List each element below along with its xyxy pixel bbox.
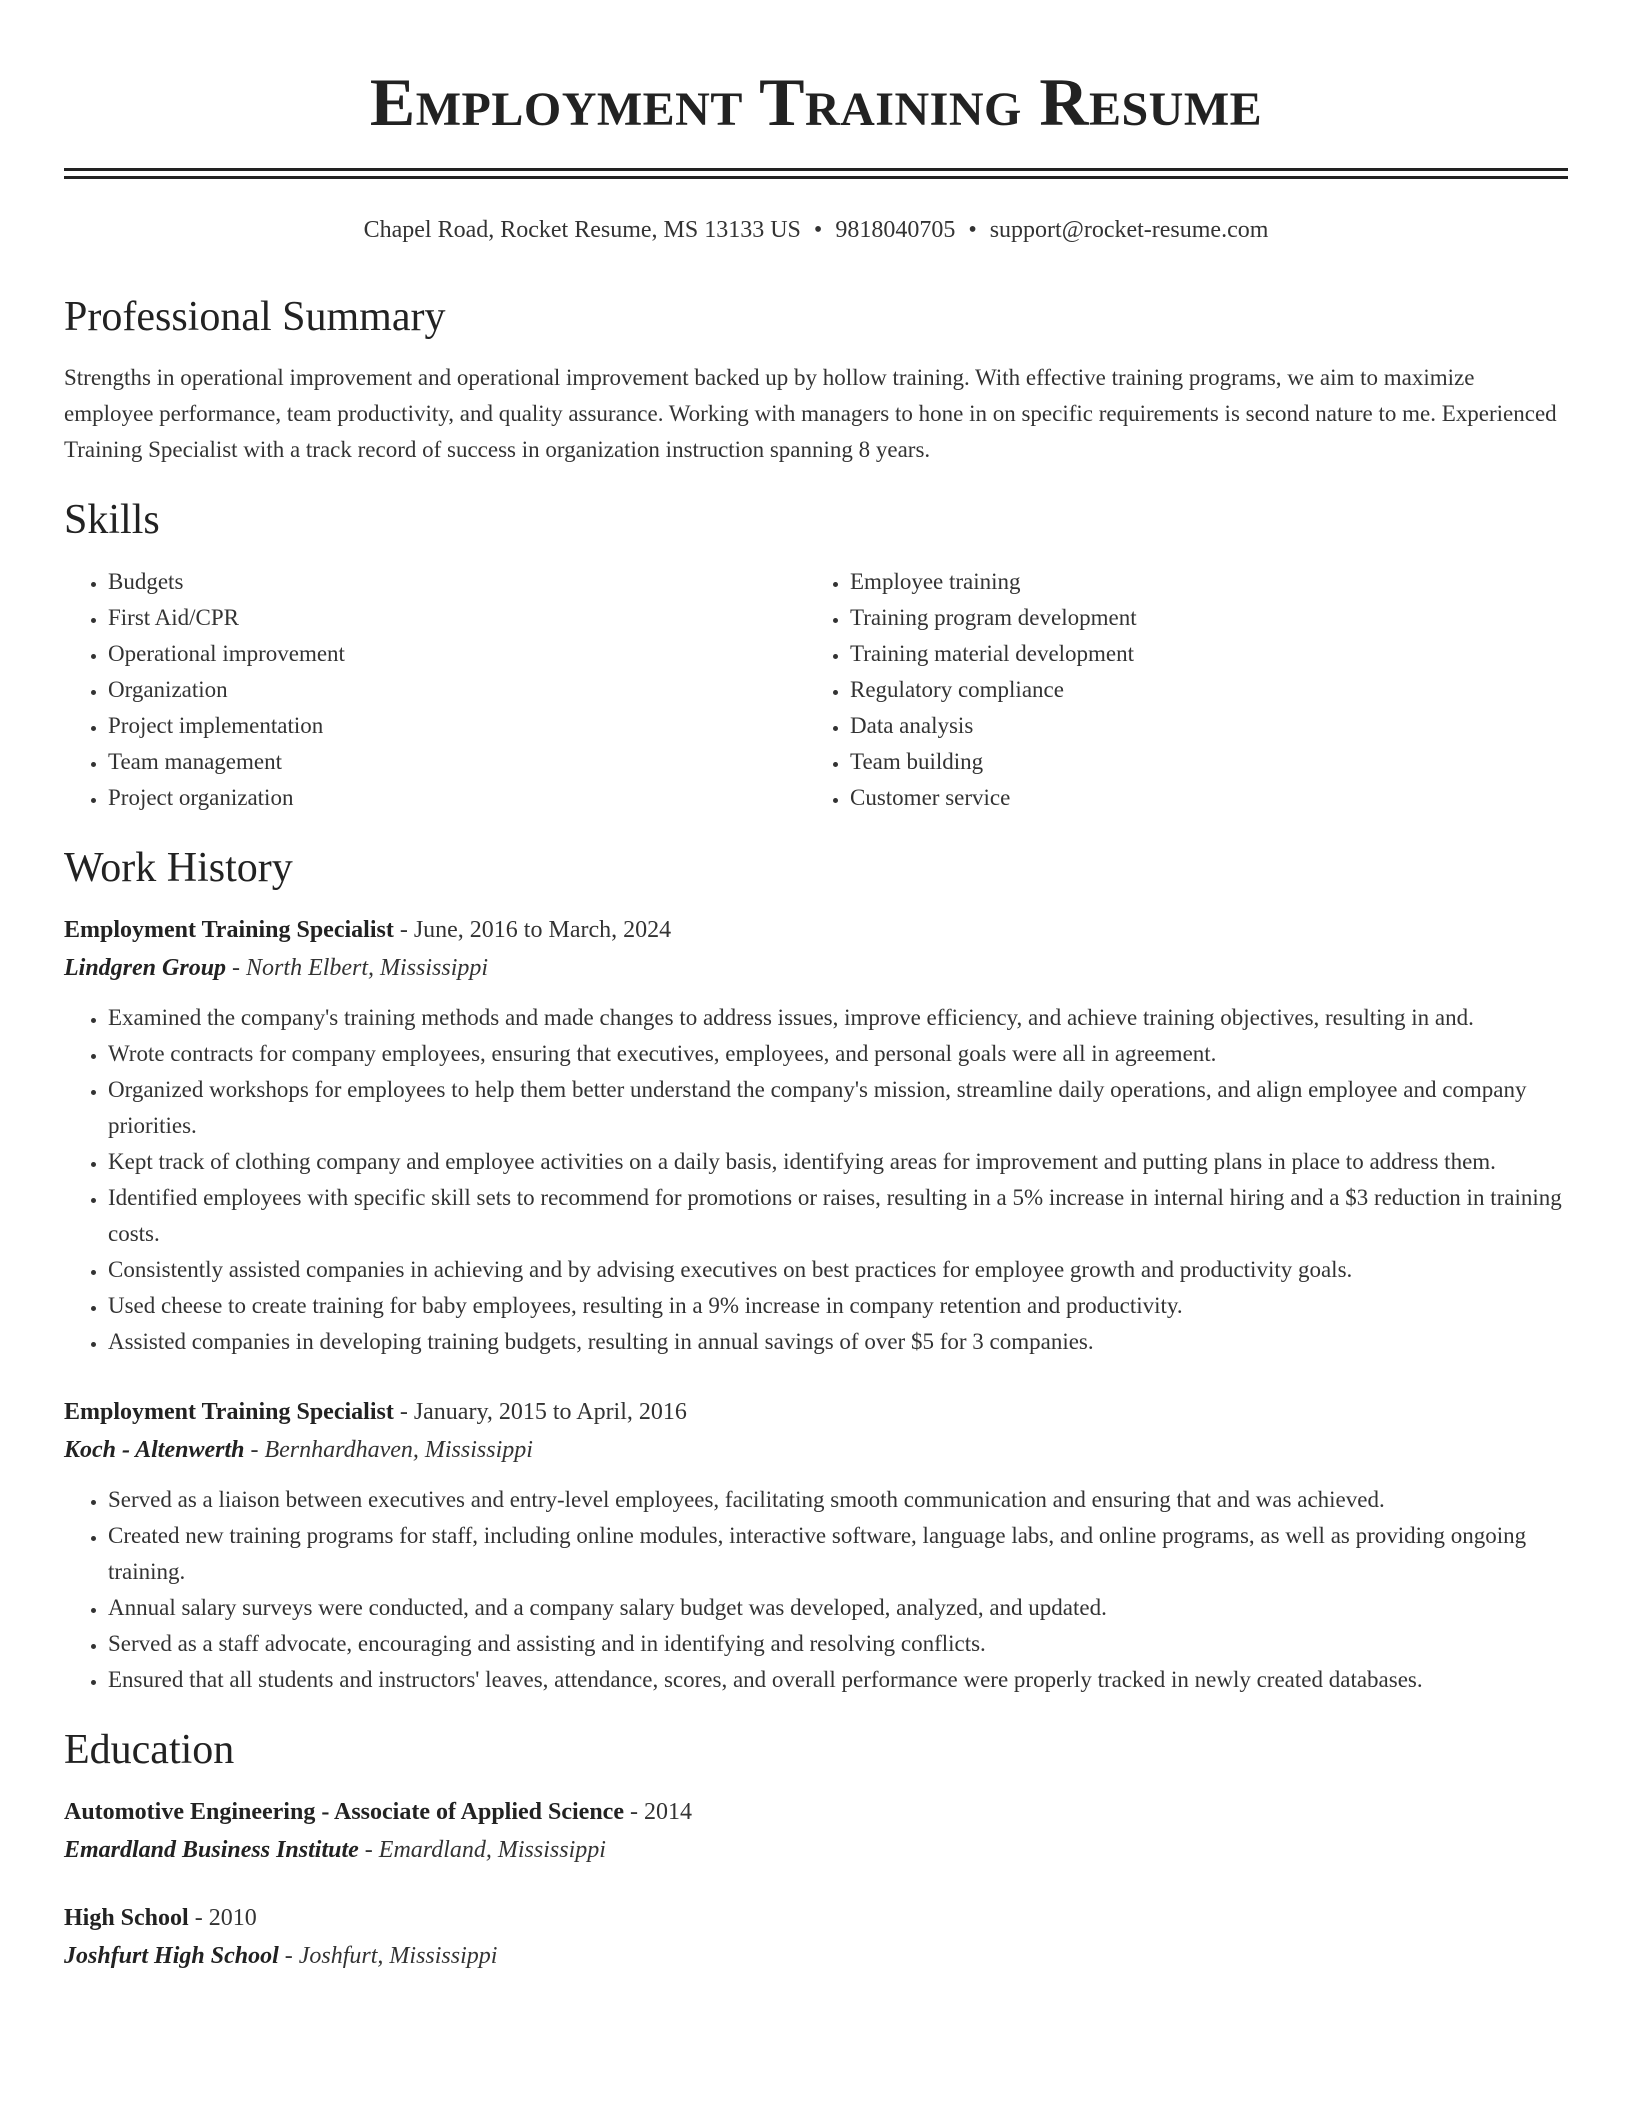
job-title: Employment Training Specialist bbox=[64, 1399, 394, 1425]
job-bullet: • Annual salary surveys were conducted, and a company salary budget was developed, analyzed, and updated. bbox=[108, 1590, 1568, 1626]
job-bullet: • Served as a liaison between executives and entry-level employees, facilitating smooth communication and ensuring that and was achieved. bbox=[108, 1482, 1568, 1518]
contact-address: Chapel Road, Rocket Resume, MS 13133 US bbox=[363, 217, 801, 243]
job-company-line: Koch - Altenwerth - Bernhardhaven, Mississippi bbox=[64, 1437, 533, 1463]
education-school: Joshfurt High School bbox=[64, 1943, 279, 1969]
education-school-line: Joshfurt High School - Joshfurt, Mississippi bbox=[64, 1943, 498, 1969]
job-title: Employment Training Specialist bbox=[64, 917, 394, 943]
education-location: Joshfurt, Mississippi bbox=[298, 1943, 498, 1969]
job-bullet: • Ensured that all students and instructors' leaves, attendance, scores, and overall performance were properly tracked in newly created databases. bbox=[108, 1662, 1568, 1698]
job-bullet: • Wrote contracts for company employees, ensuring that executives, employees, and personal goals were all in agreement. bbox=[108, 1036, 1568, 1072]
section-heading-skills: Skills bbox=[64, 497, 160, 543]
education-school-line: Emardland Business Institute - Emardland, Mississippi bbox=[64, 1837, 606, 1863]
education-entry bbox=[64, 1794, 1568, 1870]
education-degree: Automotive Engineering - Associate of Applied Science bbox=[64, 1799, 624, 1825]
skill-item: • Regulatory compliance bbox=[850, 672, 1548, 708]
job-bullet: • Assisted companies in developing training budgets, resulting in annual savings of over $5 for 3 companies. bbox=[108, 1324, 1568, 1360]
skill-item: • Operational improvement bbox=[108, 636, 806, 672]
resume-title: Employment Training Resume bbox=[369, 64, 1263, 140]
job-company: Koch - Altenwerth bbox=[64, 1437, 245, 1463]
skill-item: • Employee training bbox=[850, 564, 1548, 600]
skills-list-left bbox=[64, 564, 806, 816]
job-dates: January, 2015 to April, 2016 bbox=[413, 1399, 687, 1425]
job-bullet: • Consistently assisted companies in achieving and by advising executives on best practices for employee growth and productivity goals. bbox=[108, 1252, 1568, 1288]
job-bullets bbox=[64, 1482, 1568, 1698]
job-bullet: • Created new training programs for staff, including online modules, interactive software, language labs, and online programs, as well as providing ongoing training. bbox=[108, 1518, 1568, 1590]
contact-line bbox=[64, 215, 1568, 245]
job-company: Lindgren Group bbox=[64, 955, 227, 981]
job-location: Bernhardhaven, Mississippi bbox=[264, 1437, 533, 1463]
job-bullet: • Used cheese to create training for baby employees, resulting in a 9% increase in company retention and productivity. bbox=[108, 1288, 1568, 1324]
skill-item: • Budgets bbox=[108, 564, 806, 600]
skill-item: • Project organization bbox=[108, 780, 806, 816]
skill-item: • Customer service bbox=[850, 780, 1548, 816]
job-dates: June, 2016 to March, 2024 bbox=[413, 917, 672, 943]
education-degree: High School bbox=[64, 1905, 189, 1931]
title-divider bbox=[64, 168, 1568, 179]
contact-separator: • bbox=[968, 217, 977, 243]
job-bullet: • Served as a staff advocate, encouraging and assisting and in identifying and resolving conflicts. bbox=[108, 1626, 1568, 1662]
section-heading-summary: Professional Summary bbox=[64, 294, 446, 340]
contact-email: support@rocket-resume.com bbox=[989, 217, 1269, 243]
section-heading-work-history: Work History bbox=[64, 845, 293, 891]
skill-item: • Team building bbox=[850, 744, 1548, 780]
job-company-line: Lindgren Group - North Elbert, Mississippi bbox=[64, 955, 489, 981]
contact-separator: • bbox=[813, 217, 823, 243]
job-title-line: Employment Training Specialist - January, 2015 to April, 2016 bbox=[64, 1399, 687, 1425]
job-bullet: • Identified employees with specific skill sets to recommend for promotions or raises, resulting in a 5% increase in internal hiring and a $3 reduction in training costs. bbox=[108, 1180, 1568, 1252]
job-entry bbox=[64, 1394, 1568, 1698]
job-bullets bbox=[64, 1000, 1568, 1360]
education-school: Emardland Business Institute bbox=[64, 1837, 359, 1863]
job-bullet: • Examined the company's training methods and made changes to address issues, improve efficiency, and achieve training objectives, resulting in and. bbox=[108, 1000, 1568, 1036]
education-year: 2010 bbox=[208, 1905, 257, 1931]
summary-text: Strengths in operational improvement and operational improvement backed up by hollow training. With effective training programs, we aim to maximize employee performance, team productivity, and quality assurance. Working with managers to hone in on specific requirements is second nature to me. Experienced Training Specialist with a track record of success in organization instruction spanning 8 years. bbox=[64, 365, 1557, 462]
education-degree-line: Automotive Engineering - Associate of Applied Science - 2014 bbox=[64, 1799, 692, 1825]
education-location: Emardland, Mississippi bbox=[378, 1837, 606, 1863]
job-title-line: Employment Training Specialist - June, 2016 to March, 2024 bbox=[64, 917, 672, 943]
education-year: 2014 bbox=[643, 1799, 692, 1825]
job-bullet: • Kept track of clothing company and employee activities on a daily basis, identifying areas for improvement and putting plans in place to address them. bbox=[108, 1144, 1568, 1180]
job-bullet: • Organized workshops for employees to help them better understand the company's mission, streamline daily operations, and align employee and company priorities. bbox=[108, 1072, 1568, 1144]
skill-item: • Training program development bbox=[850, 600, 1548, 636]
job-location: North Elbert, Mississippi bbox=[246, 955, 489, 981]
skill-item: • Organization bbox=[108, 672, 806, 708]
skill-item: • Training material development bbox=[850, 636, 1548, 672]
skills-grid bbox=[64, 564, 1568, 816]
skill-item: • Project implementation bbox=[108, 708, 806, 744]
skill-item: • Data analysis bbox=[850, 708, 1548, 744]
skill-item: • Team management bbox=[108, 744, 806, 780]
skills-list-right bbox=[806, 564, 1548, 816]
education-degree-line: High School - 2010 bbox=[64, 1905, 257, 1931]
job-entry bbox=[64, 912, 1568, 1360]
skill-item: • First Aid/CPR bbox=[108, 600, 806, 636]
education-entry bbox=[64, 1900, 1568, 1976]
section-heading-education: Education bbox=[64, 1727, 235, 1773]
contact-phone: 9818040705 bbox=[835, 217, 956, 243]
